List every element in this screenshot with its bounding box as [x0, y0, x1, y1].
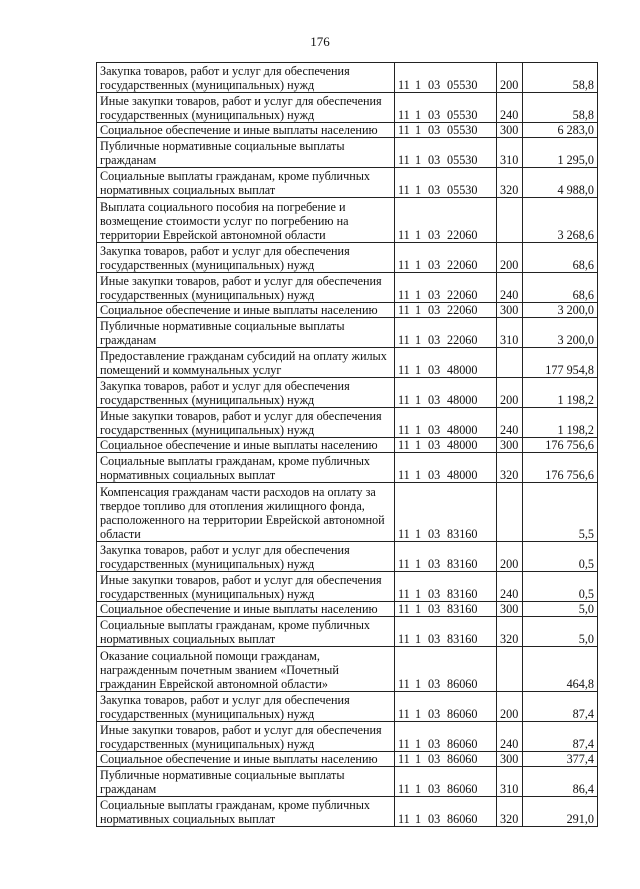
page-number: 176	[310, 34, 330, 49]
code-part: 1	[415, 423, 422, 437]
code-part: 03	[428, 737, 441, 751]
table-row	[97, 123, 598, 138]
budget-code	[395, 198, 497, 243]
amount: 68,6	[523, 243, 598, 273]
table-row	[97, 303, 598, 318]
budget-code	[395, 378, 497, 408]
code-part: 03	[428, 587, 441, 601]
code-part: 1	[415, 557, 422, 571]
code-part: 11	[398, 468, 410, 482]
code-part: 03	[428, 363, 441, 377]
budget-code	[395, 722, 497, 752]
expense-name: Оказание социальной помощи гражданам, награжденным почетным званием «Почетный гражданин Еврейской автономной области»	[97, 647, 395, 692]
table-row	[97, 198, 598, 243]
code-part: 05530	[447, 183, 478, 197]
expense-name: Компенсация гражданам части расходов на оплату за твердое топливо для отопления жилищного фонда, расположенного на территории Еврейской автономной области	[97, 483, 395, 542]
amount: 464,8	[523, 647, 598, 692]
table-row	[97, 453, 598, 483]
code-part: 48000	[447, 423, 478, 437]
expense-type-code: 200	[497, 378, 523, 408]
amount: 177 954,8	[523, 348, 598, 378]
amount: 58,8	[523, 93, 598, 123]
code-part: 22060	[447, 228, 478, 242]
expense-name: Социальные выплаты гражданам, кроме публичных нормативных социальных выплат	[97, 617, 395, 647]
budget-code	[395, 63, 497, 93]
code-part: 03	[428, 632, 441, 646]
table-row	[97, 542, 598, 572]
code-part: 83160	[447, 527, 478, 541]
code-part: 03	[428, 557, 441, 571]
code-part: 22060	[447, 288, 478, 302]
code-part: 11	[398, 258, 410, 272]
code-part: 03	[428, 333, 441, 347]
code-part: 03	[428, 228, 441, 242]
code-part: 1	[415, 228, 422, 242]
code-part: 03	[428, 468, 441, 482]
expense-name: Предоставление гражданам субсидий на оплату жилых помещений и коммунальных услуг	[97, 348, 395, 378]
code-part: 11	[398, 333, 410, 347]
code-part: 48000	[447, 438, 478, 452]
expense-name: Иные закупки товаров, работ и услуг для обеспечения государственных (муниципальных) нужд	[97, 93, 395, 123]
expense-name: Социальные выплаты гражданам, кроме публичных нормативных социальных выплат	[97, 797, 395, 827]
amount: 5,5	[523, 483, 598, 542]
expense-type-code: 300	[497, 438, 523, 453]
expense-type-code: 320	[497, 797, 523, 827]
code-part: 03	[428, 423, 441, 437]
code-part: 11	[398, 123, 410, 137]
budget-code	[395, 123, 497, 138]
expense-type-code: 240	[497, 273, 523, 303]
expense-type-code: 240	[497, 408, 523, 438]
code-part: 1	[415, 333, 422, 347]
budget-code	[395, 767, 497, 797]
table-row	[97, 602, 598, 617]
amount: 3 200,0	[523, 318, 598, 348]
amount: 6 283,0	[523, 123, 598, 138]
code-part: 03	[428, 438, 441, 452]
budget-code	[395, 318, 497, 348]
expense-name: Социальное обеспечение и иные выплаты населению	[97, 752, 395, 767]
code-part: 48000	[447, 393, 478, 407]
table-row	[97, 483, 598, 542]
code-part: 03	[428, 752, 441, 766]
expense-type-code: 200	[497, 692, 523, 722]
table-row	[97, 273, 598, 303]
budget-code	[395, 408, 497, 438]
code-part: 1	[415, 183, 422, 197]
code-part: 11	[398, 527, 410, 541]
code-part: 1	[415, 258, 422, 272]
expense-type-code: 320	[497, 453, 523, 483]
table-row	[97, 243, 598, 273]
code-part: 11	[398, 587, 410, 601]
expense-name: Закупка товаров, работ и услуг для обеспечения государственных (муниципальных) нужд	[97, 378, 395, 408]
amount: 1 198,2	[523, 408, 598, 438]
code-part: 86060	[447, 752, 478, 766]
code-part: 11	[398, 423, 410, 437]
expense-name: Иные закупки товаров, работ и услуг для обеспечения государственных (муниципальных) нужд	[97, 722, 395, 752]
expense-name: Публичные нормативные социальные выплаты гражданам	[97, 767, 395, 797]
code-part: 1	[415, 153, 422, 167]
code-part: 03	[428, 288, 441, 302]
budget-code	[395, 453, 497, 483]
code-part: 11	[398, 108, 410, 122]
code-part: 11	[398, 183, 410, 197]
expense-type-code: 200	[497, 542, 523, 572]
amount: 58,8	[523, 63, 598, 93]
expense-name: Закупка товаров, работ и услуг для обеспечения государственных (муниципальных) нужд	[97, 692, 395, 722]
code-part: 11	[398, 363, 410, 377]
budget-code	[395, 617, 497, 647]
budget-table-body	[97, 63, 598, 827]
table-row	[97, 438, 598, 453]
amount: 5,0	[523, 602, 598, 617]
code-part: 11	[398, 707, 410, 721]
expense-type-code	[497, 198, 523, 243]
expense-type-code: 240	[497, 93, 523, 123]
budget-code	[395, 602, 497, 617]
amount: 176 756,6	[523, 438, 598, 453]
code-part: 11	[398, 752, 410, 766]
code-part: 05530	[447, 123, 478, 137]
code-part: 48000	[447, 468, 478, 482]
code-part: 03	[428, 123, 441, 137]
budget-code	[395, 542, 497, 572]
expense-type-code: 320	[497, 168, 523, 198]
expense-name: Закупка товаров, работ и услуг для обеспечения государственных (муниципальных) нужд	[97, 63, 395, 93]
code-part: 83160	[447, 602, 478, 616]
expense-name: Социальное обеспечение и иные выплаты населению	[97, 438, 395, 453]
code-part: 1	[415, 108, 422, 122]
code-part: 86060	[447, 737, 478, 751]
code-part: 1	[415, 602, 422, 616]
expense-name: Иные закупки товаров, работ и услуг для обеспечения государственных (муниципальных) нужд	[97, 408, 395, 438]
amount: 1 295,0	[523, 138, 598, 168]
expense-name: Социальное обеспечение и иные выплаты населению	[97, 303, 395, 318]
budget-code	[395, 572, 497, 602]
expense-type-code: 240	[497, 722, 523, 752]
expense-type-code: 320	[497, 617, 523, 647]
code-part: 03	[428, 78, 441, 92]
code-part: 1	[415, 707, 422, 721]
code-part: 03	[428, 602, 441, 616]
code-part: 03	[428, 677, 441, 691]
code-part: 11	[398, 393, 410, 407]
code-part: 03	[428, 183, 441, 197]
code-part: 03	[428, 258, 441, 272]
code-part: 03	[428, 393, 441, 407]
table-row	[97, 138, 598, 168]
code-part: 22060	[447, 258, 478, 272]
expense-name: Выплата социального пособия на погребение и возмещение стоимости услуг по погребению на территории Еврейской автономной области	[97, 198, 395, 243]
expense-type-code: 300	[497, 752, 523, 767]
budget-code	[395, 243, 497, 273]
code-part: 11	[398, 303, 410, 317]
expense-name: Публичные нормативные социальные выплаты гражданам	[97, 318, 395, 348]
budget-code	[395, 797, 497, 827]
code-part: 1	[415, 78, 422, 92]
code-part: 1	[415, 752, 422, 766]
expense-name: Социальные выплаты гражданам, кроме публичных нормативных социальных выплат	[97, 453, 395, 483]
code-part: 86060	[447, 707, 478, 721]
expense-type-code: 310	[497, 138, 523, 168]
amount: 176 756,6	[523, 453, 598, 483]
code-part: 05530	[447, 153, 478, 167]
code-part: 1	[415, 737, 422, 751]
amount: 4 988,0	[523, 168, 598, 198]
code-part: 11	[398, 153, 410, 167]
expense-type-code: 300	[497, 303, 523, 318]
code-part: 1	[415, 438, 422, 452]
amount: 3 268,6	[523, 198, 598, 243]
code-part: 03	[428, 108, 441, 122]
amount: 86,4	[523, 767, 598, 797]
expense-type-code: 300	[497, 602, 523, 617]
expense-type-code: 240	[497, 572, 523, 602]
code-part: 03	[428, 707, 441, 721]
amount: 68,6	[523, 273, 598, 303]
code-part: 05530	[447, 108, 478, 122]
code-part: 1	[415, 123, 422, 137]
table-row	[97, 63, 598, 93]
table-row	[97, 722, 598, 752]
expense-name: Иные закупки товаров, работ и услуг для обеспечения государственных (муниципальных) нужд	[97, 572, 395, 602]
code-part: 03	[428, 153, 441, 167]
code-part: 1	[415, 812, 422, 826]
code-part: 83160	[447, 557, 478, 571]
table-row	[97, 318, 598, 348]
code-part: 1	[415, 587, 422, 601]
code-part: 03	[428, 782, 441, 796]
code-part: 1	[415, 393, 422, 407]
table-row	[97, 348, 598, 378]
code-part: 1	[415, 677, 422, 691]
expense-name: Закупка товаров, работ и услуг для обеспечения государственных (муниципальных) нужд	[97, 243, 395, 273]
amount: 87,4	[523, 722, 598, 752]
code-part: 11	[398, 228, 410, 242]
budget-code	[395, 93, 497, 123]
code-part: 1	[415, 782, 422, 796]
table-row	[97, 617, 598, 647]
table-row	[97, 797, 598, 827]
expense-name: Публичные нормативные социальные выплаты гражданам	[97, 138, 395, 168]
amount: 87,4	[523, 692, 598, 722]
table-row	[97, 93, 598, 123]
budget-table	[96, 62, 598, 827]
code-part: 1	[415, 303, 422, 317]
amount: 0,5	[523, 542, 598, 572]
budget-code	[395, 752, 497, 767]
expense-type-code	[497, 647, 523, 692]
budget-code	[395, 303, 497, 318]
amount: 377,4	[523, 752, 598, 767]
budget-code	[395, 168, 497, 198]
code-part: 05530	[447, 78, 478, 92]
code-part: 11	[398, 557, 410, 571]
budget-code	[395, 647, 497, 692]
table-row	[97, 572, 598, 602]
code-part: 83160	[447, 587, 478, 601]
expense-type-code: 200	[497, 63, 523, 93]
code-part: 1	[415, 363, 422, 377]
expense-type-code: 310	[497, 318, 523, 348]
code-part: 11	[398, 782, 410, 796]
code-part: 86060	[447, 782, 478, 796]
table-row	[97, 378, 598, 408]
code-part: 48000	[447, 363, 478, 377]
expense-type-code	[497, 483, 523, 542]
table-row	[97, 692, 598, 722]
amount: 1 198,2	[523, 378, 598, 408]
expense-name: Иные закупки товаров, работ и услуг для обеспечения государственных (муниципальных) нужд	[97, 273, 395, 303]
code-part: 11	[398, 602, 410, 616]
expense-name: Закупка товаров, работ и услуг для обеспечения государственных (муниципальных) нужд	[97, 542, 395, 572]
code-part: 11	[398, 438, 410, 452]
expense-type-code: 310	[497, 767, 523, 797]
table-row	[97, 168, 598, 198]
code-part: 11	[398, 677, 410, 691]
code-part: 11	[398, 78, 410, 92]
table-row	[97, 408, 598, 438]
code-part: 1	[415, 632, 422, 646]
budget-code	[395, 483, 497, 542]
code-part: 83160	[447, 632, 478, 646]
code-part: 1	[415, 527, 422, 541]
code-part: 1	[415, 288, 422, 302]
amount: 0,5	[523, 572, 598, 602]
expense-name: Социальные выплаты гражданам, кроме публичных нормативных социальных выплат	[97, 168, 395, 198]
code-part: 03	[428, 527, 441, 541]
budget-code	[395, 348, 497, 378]
code-part: 22060	[447, 303, 478, 317]
budget-code	[395, 438, 497, 453]
table-row	[97, 767, 598, 797]
code-part: 11	[398, 737, 410, 751]
expense-name: Социальное обеспечение и иные выплаты населению	[97, 123, 395, 138]
amount: 291,0	[523, 797, 598, 827]
budget-code	[395, 692, 497, 722]
code-part: 11	[398, 288, 410, 302]
expense-type-code	[497, 348, 523, 378]
code-part: 86060	[447, 812, 478, 826]
amount: 5,0	[523, 617, 598, 647]
code-part: 11	[398, 632, 410, 646]
expense-type-code: 300	[497, 123, 523, 138]
code-part: 03	[428, 303, 441, 317]
table-row	[97, 647, 598, 692]
code-part: 11	[398, 812, 410, 826]
table-row	[97, 752, 598, 767]
code-part: 22060	[447, 333, 478, 347]
budget-code	[395, 138, 497, 168]
code-part: 86060	[447, 677, 478, 691]
code-part: 03	[428, 812, 441, 826]
expense-name: Социальное обеспечение и иные выплаты населению	[97, 602, 395, 617]
code-part: 1	[415, 468, 422, 482]
budget-code	[395, 273, 497, 303]
amount: 3 200,0	[523, 303, 598, 318]
expense-type-code: 200	[497, 243, 523, 273]
